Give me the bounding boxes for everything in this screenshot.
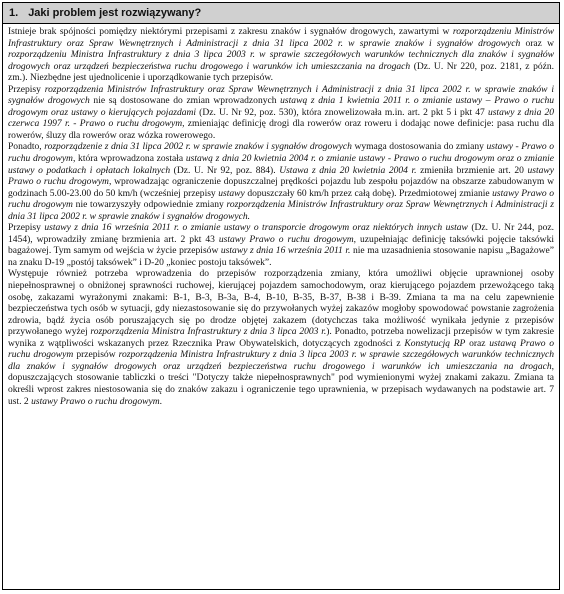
- paragraph-text: zmieniając definicję drogi dla rowerów oraz roweru i dodając nowe definicje: pasa ruchu dla rowerów, śluzy dla rowerów oraz wózka rowerowego.: [8, 118, 555, 141]
- paragraph-text: ). Ponadto, potrzeba nowelizacji przepisów w tym zakresie wynika z wątpliwości wskazanych przez Rzecznika Praw Obywatelskich, dotyczących zgodności z: [8, 326, 554, 349]
- section-body: [3, 24, 559, 407]
- paragraph-text: przepisów: [73, 349, 119, 361]
- paragraph-text: uzupełniając definicję taksówki pojęcie taksówki bagażowej. Tym samym od wejścia w życie przepisów: [8, 233, 555, 257]
- paragraph-text: dopuszczały 60 km/h przez całą dobę). Przedmiotowej zmianie: [244, 187, 493, 199]
- section-title: Jaki problem jest rozwiązywany?: [28, 7, 202, 19]
- paragraph-text: oraz: [465, 337, 490, 349]
- legal-reference: ustawą Prawo o ruchu drogowym: [8, 337, 554, 361]
- legal-reference: rozporządzeniu Ministrów Infrastruktury oraz Spraw Wewnętrznych i Administracji z dnia 31 lipca 2002 r. w sprawie znaków i sygnałów drogowych: [8, 26, 554, 49]
- legal-reference: ustawą z dnia 20 kwietnia 2004 r. o zmianie ustawy - Prawo o ruchu drogowym oraz o zmianie ustawy o podatkach i opłatach lokalnych: [8, 153, 554, 176]
- paragraph-2: [8, 84, 554, 142]
- paragraph-text: Przepisy: [8, 222, 45, 234]
- paragraph-text: nie towarzyszyły odpowiednie zmiany: [72, 199, 227, 211]
- paragraph-text: oraz w: [520, 37, 554, 49]
- legal-reference: ustawy Prawo o ruchu drogowym: [8, 187, 554, 211]
- paragraph-text: wymaga dostosowania do zmiany: [351, 141, 487, 153]
- legal-reference: ustawy Prawo o ruchu drogowym: [31, 395, 160, 407]
- legal-reference: rozporządzenie z dnia 31 lipca 2002 r. w sprawie znaków i sygnałów drogowych: [44, 141, 352, 153]
- legal-reference: ustawy z dnia 20 czerwca 1997 r. - Prawo o ruchu drogowym,: [8, 106, 554, 130]
- paragraph-3: [8, 141, 554, 222]
- legal-reference: rozporządzenia Ministra Infrastruktury z dnia 3 lipca 2003 r. w sprawie szczegółowych warunków technicznych dla znaków i sygnałów drogowych oraz urządzeń bezpieczeństwa ruchu drogowego i warunków ich umieszczania na drogach: [8, 349, 554, 372]
- paragraph-text: (Dz. U. Nr 244, poz. 1454), wprowadziły zmianę brzmienia art. 2 pkt 43: [8, 222, 555, 245]
- legal-reference: rozporządzenia Ministrów Infrastruktury oraz Spraw Wewnętrznych i Administracji z dnia 31 lipca 2002 r. w sprawie znaków i sygnałów drogowych: [8, 83, 555, 107]
- legal-reference: ustawą z dnia 1 kwietnia 2011 r. o zmianie ustawy – Prawo o ruchu drogowym oraz ustawy o kierujących pojazdami: [8, 95, 554, 118]
- paragraph-text: .: [159, 395, 162, 407]
- paragraph-1: [8, 26, 554, 84]
- paragraph-text: , wprowadzając ograniczenie dopuszczalnej prędkości pojazdu lub zespołu pojazdów na obszarze zabudowanym w godzinach 5.00-23.00 do 50 km/h (wcześniej przepisy: [8, 176, 555, 199]
- paragraph-4: [8, 222, 554, 268]
- legal-reference: ustawy z dnia 16 września 2011 r. o zmianie ustawy o transporcie drogowym oraz niektórych innych ustaw: [44, 222, 468, 234]
- legal-reference: ustawy z dnia 16 września 2011 r.: [220, 245, 351, 257]
- paragraph-text: Istnieje brak spójności pomiędzy niektórymi przepisami z zakresu znaków i sygnałów drogowych, zawartymi w: [8, 26, 453, 37]
- paragraph-text: , dopuszczających stosowanie tabliczki o treści "Dotyczy także niepełnosprawnych" pod wymienionymi wyżej znakami zakazu. Zmiana ta określi wprost zakres niestosowania się do znaków zakazu i ograniczenie tego uprawnienia, w przepisach wydawanych na podstawie art. 7 ust. 2: [8, 360, 554, 407]
- paragraph-text: Występuje również potrzeba wprowadzenia do przepisów rozporządzenia zmiany, która umożliwi objęcie uprawnionej osoby niepełnosprawnej o obniżonej sprawności ruchowej, kierującej pojazdem samochodowym, oraz kierującego pojazdem przewożącego taką osobę, zakazami wyrażonymi znakami: B-1, B-3, B-3a, B-4, B-10, B-35, B-37, B-38 i B-39. Zmiana ta ma na celu zapewnienie bezpieczeństwa tych osób w sytuacji, gdy niezastosowanie się do przywołanych wyżej zakazów mogłoby spowodować powstanie zagrożenia zdrowia, bądź życia osób poruszających się po drodze objętej zakazem (dotychczas taka możliwość wynikała jedynie z przepisów przywołanego wyżej: [8, 268, 554, 338]
- paragraph-text: zmieniła brzmienie art. 20: [416, 164, 528, 176]
- paragraph-text: nie ma uzasadnienia stosowanie napisu „Bagażowe” na znaku D-19 „postój taksówek” i D-20 „koniec postoju taksówek”.: [8, 245, 554, 268]
- legal-reference: ustawy - Prawo o ruchu drogowym: [8, 141, 554, 165]
- paragraph-text: (Dz. U. Nr 92, poz. 884).: [170, 164, 280, 176]
- problem-section: [2, 2, 560, 590]
- paragraph-text: Przepisy: [8, 83, 45, 95]
- section-header: [3, 3, 559, 24]
- legal-reference: ustawy: [218, 187, 245, 199]
- paragraph-5: [8, 268, 554, 407]
- legal-reference: Konstytucją RP: [404, 337, 466, 349]
- paragraph-text: nie są dostosowane do zmian wprowadzonych: [89, 95, 281, 107]
- paragraph-text: (Dz. U. Nr 92, poz. 530), która znowelizowała m.in. art. 2 pkt 5 i pkt 47: [196, 106, 488, 118]
- section-number: 1.: [9, 7, 19, 19]
- paragraph-text: , która wprowadzona została: [72, 153, 186, 165]
- legal-reference: ustawy Prawo o ruchu drogowym,: [218, 233, 357, 245]
- legal-reference: rozporządzeniu Ministra Infrastruktury z dnia 3 lipca 2003 r. w sprawie szczegółowych warunków technicznych dla znaków i sygnałów drogowych oraz urządzeń bezpieczeństwa ruchu drogowego i warunków ich umieszczania na drogach: [8, 49, 554, 72]
- legal-reference: rozporządzenia Ministra Infrastruktury z dnia 3 lipca 2003 r.: [90, 326, 327, 338]
- legal-reference: ustawy Prawo o ruchu drogowym: [8, 164, 554, 188]
- paragraph-text: (Dz. U. Nr 220, poz. 2181, z późn. zm.). Niezbędne jest ujednolicenie i uporządkowanie tych przepisów.: [8, 60, 555, 84]
- legal-reference: Ustawa z dnia 20 kwietnia 2004 r.: [279, 164, 417, 176]
- paragraph-text: Ponadto,: [8, 141, 45, 153]
- legal-reference: rozporządzenia Ministrów Infrastruktury oraz Spraw Wewnętrznych i Administracji z dnia 31 lipca 2002 r. w sprawie znaków i sygnałów drogowych.: [8, 199, 554, 222]
